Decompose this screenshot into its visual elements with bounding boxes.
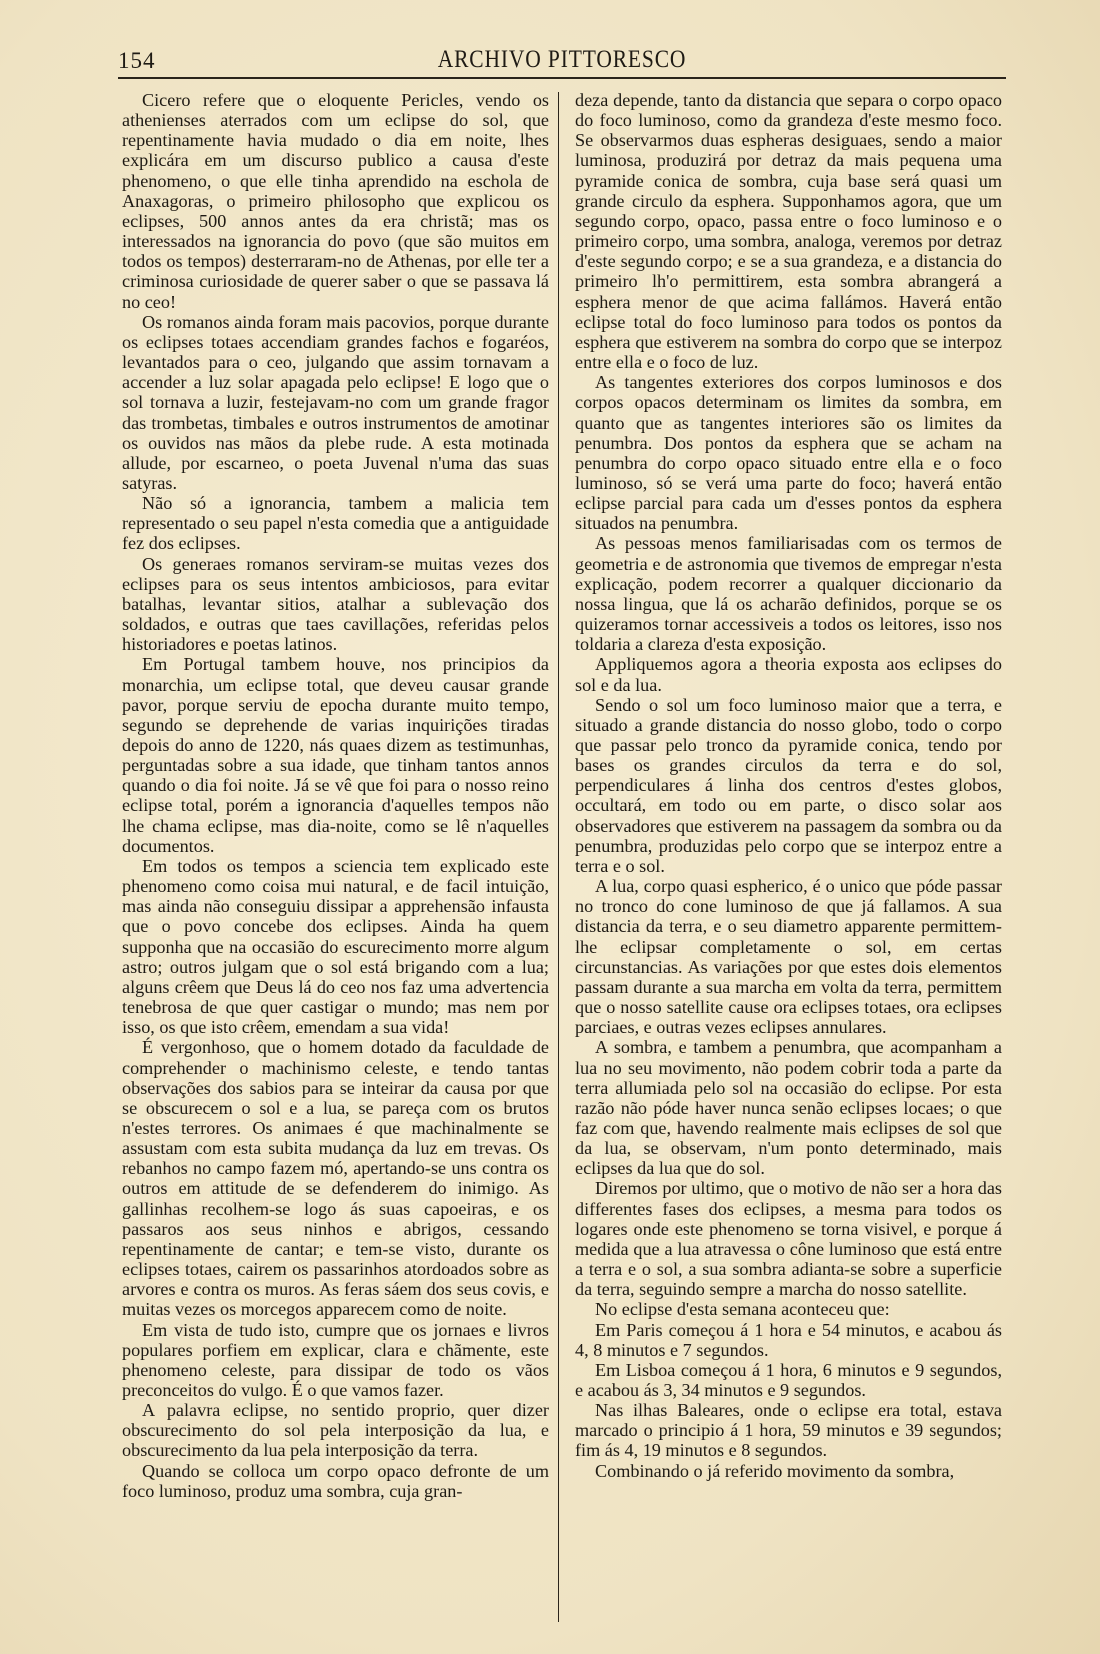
paragraph: A lua, corpo quasi espherico, é o unico que póde passar no tronco do cone luminoso de que já fallamos. A sua distancia da terra, e o seu diametro apparente permittem-lhe eclipsar completamente o sol, em certas circunstancias. As variações por que estes dois elementos passam durante a sua marcha em volta da terra, permittem que o nosso satellite cause ora eclipses totaes, ora eclipses parciaes, e outras vezes eclipses annulares. [575, 876, 1002, 1038]
paragraph: Appliquemos agora a theoria exposta aos eclipses do sol e da lua. [575, 654, 1002, 695]
paragraph: Combinando o já referido movimento da sombra, [595, 1460, 955, 1481]
paragraph: Não só a ignorancia, tambem a malicia tem representado o seu papel n'esta comedia que a antiguidade fez dos eclipses. [122, 493, 549, 554]
paragraph: Em Lisboa começou á 1 hora, 6 minutos e 9 segundos, e acabou ás 3, 34 minutos e 9 segundos. [575, 1359, 1002, 1400]
header-rule [118, 77, 1006, 79]
paragraph: Cicero refere que o eloquente Pericles, vendo os athenienses aterrados com um eclipse do sol, que repentinamente havia mudado o dia em noite, lhes explicára em um discurso publico a causa d'este phenomeno, o que elle tinha aprendido na eschola de Anaxagoras, o primeiro philosopho que explicou os eclipses, 500 annos antes da era christã; mas os interessados na ignorancia do povo (que são muitos em todos os tempos) desterraram-no de Athenas, por elle ter a criminosa curiosidade de querer saber o que se passava lá no ceo! [122, 90, 549, 312]
paragraph: No eclipse d'esta semana aconteceu que: [595, 1299, 890, 1320]
paragraph: Em Paris começou á 1 hora e 54 minutos, e acabou ás 4, 8 minutos e 7 segundos. [575, 1319, 1002, 1360]
left-column [122, 90, 549, 1501]
paragraph-continued: deza depende, tanto da distancia que separa o corpo opaco do foco luminoso, como da grandeza d'este mesmo foco. Se observarmos duas espheras desiguaes, sendo a maior luminosa, produzirá por detraz da mais pequena uma pyramide conica de sombra, cuja base será quasi um grande circulo da esphera. Supponhamos agora, que um segundo corpo, opaco, passa entre o foco luminoso e o primeiro corpo, uma sombra, analoga, veremos por detraz d'este segundo corpo; e se a sua grandeza, e a distancia do primeiro lh'o permittirem, esta sombra abrangerá a esphera menor de que acima fallámos. Haverá então eclipse total do foco luminoso para todos os pontos da esphera que estiverem na sombra do corpo que se interpoz entre ella e o foco de luz. [575, 90, 1002, 373]
paragraph: Os romanos ainda foram mais pacovios, porque durante os eclipses totaes accendiam grandes fachos e fogaréos, levantados para o ceo, julgando que assim tornavam a accender a luz solar apagada pelo eclipse! E logo que o sol tornava a luzir, festejavam-no com um grande fragor das trombetas, timbales e outros instrumentos de amotinar os ouvidos nas mãos da plebe rude. A esta motinada allude, por escarneo, o poeta Juvenal n'uma das suas satyras. [122, 311, 549, 493]
paragraph: Em vista de tudo isto, cumpre que os jornaes e livros populares porfiem em explicar, clara e chãmente, este phenomeno celeste, para dissipar de todo os vãos preconceitos do vulgo. É o que vamos fazer. [122, 1319, 549, 1400]
paragraph: Sendo o sol um foco luminoso maior que a terra, e situado a grande distancia do nosso globo, todo o corpo que passar pelo tronco da pyramide conica, tendo por bases os grandes circulos da terra e do sol, perpendiculares á linha dos centros d'estes globos, occultará, em todo ou em parte, o disco solar aos observadores que estiverem na passagem da sombra ou da penumbra, produzidas pelo corpo que se interpoz entre a terra e o sol. [575, 694, 1002, 876]
right-column [575, 90, 1002, 1481]
paragraph: Em todos os tempos a sciencia tem explicado este phenomeno como coisa mui natural, e de facil intuição, mas ainda não conseguiu dissipar a apprehensão infausta que o povo concebe dos eclipses. Ainda ha quem supponha que na occasião do escurecimento morre algum astro; outros julgam que o sol está brigando com a lua; alguns crêem que Deus lá do ceo nos faz uma advertencia tenebrosa de que quer castigar o mundo; mas nem por isso, os que isto crêem, emendam a sua vida! [122, 855, 549, 1038]
paragraph: As tangentes exteriores dos corpos luminosos e dos corpos opacos determinam os limites da sombra, em quanto que as tangentes interiores são os limites da penumbra. Dos pontos da esphera que se acham na penumbra do corpo opaco situado entre ella e o foco luminoso, só se verá uma parte do foco; haverá então eclipse parcial para cada um d'esses pontos da esphera situados na penumbra. [575, 372, 1002, 534]
paragraph: A sombra, e tambem a penumbra, que acompanham a lua no seu movimento, não podem cobrir toda a parte da terra allumiada pelo sol na occasião do eclipse. Por esta razão não póde haver nunca senão eclipses locaes; o que faz com que, havendo realmente mais eclipses de sol que da lua, se observam, n'um ponto determinado, mais eclipses da lua que do sol. [575, 1037, 1002, 1179]
running-title: ARCHIVO PITTORESCO [437, 46, 687, 73]
page-header [118, 44, 1006, 78]
column-divider [558, 92, 559, 1622]
paragraph: Nas ilhas Baleares, onde o eclipse era total, estava marcado o principio á 1 hora, 59 minutos e 39 segundos; fim ás 4, 19 minutos e 8 segundos. [575, 1400, 1002, 1461]
paragraph: A palavra eclipse, no sentido proprio, quer dizer obscurecimento do sol pela interposição da lua, e obscurecimento da lua pela interposição da terra. [122, 1400, 549, 1461]
paragraph: Quando se colloca um corpo opaco defronte de um foco luminoso, produz uma sombra, cuja gran- [122, 1460, 549, 1501]
paragraph: Os generaes romanos serviram-se muitas vezes dos eclipses para os seus intentos ambiciosos, para evitar batalhas, levantar sitios, atalhar a sublevação dos soldados, e outras que taes cavillações, referidas pelos historiadores e poetas latinos. [122, 553, 549, 655]
paragraph: É vergonhoso, que o homem dotado da faculdade de comprehender o machinismo celeste, e tendo tantas observações dos sabios para se inteirar da causa por que se obscurecem o sol e a lua, se pareça com os brutos n'estes terrores. Os animaes é que machinalmente se assustam com esta subita mudança da luz em trevas. Os rebanhos no campo fazem mó, apertando-se uns contra os outros em attitude de se defenderem do inimigo. As gallinhas recolhem-se logo ás suas capoeiras, e os passaros aos seus ninhos e abrigos, cessando repentinamente de cantar; e tem-se visto, durante os eclipses totaes, cairem os passarinhos atordoados sobre as arvores e contra os muros. As feras sáem dos seus covis, e muitas vezes os morcegos apparecem como de noite. [122, 1037, 549, 1320]
paragraph: Diremos por ultimo, que o motivo de não ser a hora das differentes fases dos eclipses, a mesma para todos os logares onde este phenomeno se torna visivel, e porque á medida que a lua atravessa o cône luminoso que está entre a terra e o sol, a sua sombra adianta-se sobre a superficie da terra, seguindo sempre a marcha do nosso satellite. [575, 1178, 1002, 1300]
paragraph: As pessoas menos familiarisadas com os termos de geometria e de astronomia que tivemos de empregar n'esta explicação, podem recorrer a qualquer diccionario da nossa lingua, que lá os acharão definidos, porque se os quizeramos tornar accessiveis a todos os leitores, isso nos toldaria a clareza d'esta exposição. [575, 533, 1002, 655]
paragraph: Em Portugal tambem houve, nos principios da monarchia, um eclipse total, que deveu causar grande pavor, porque serviu de epocha durante muito tempo, segundo se deprehende de varias inquirições tiradas depois do anno de 1220, nás quaes dizem as testimunhas, perguntadas sobre a sua idade, que tinham tantos annos quando o dia foi noite. Já se vê que foi para o nosso reino eclipse total, porém a ignorancia d'aquelles tempos não lhe chama eclipse, mas dia-noite, como se lê n'aquelles documentos. [122, 654, 549, 856]
page-number: 154 [118, 48, 156, 73]
